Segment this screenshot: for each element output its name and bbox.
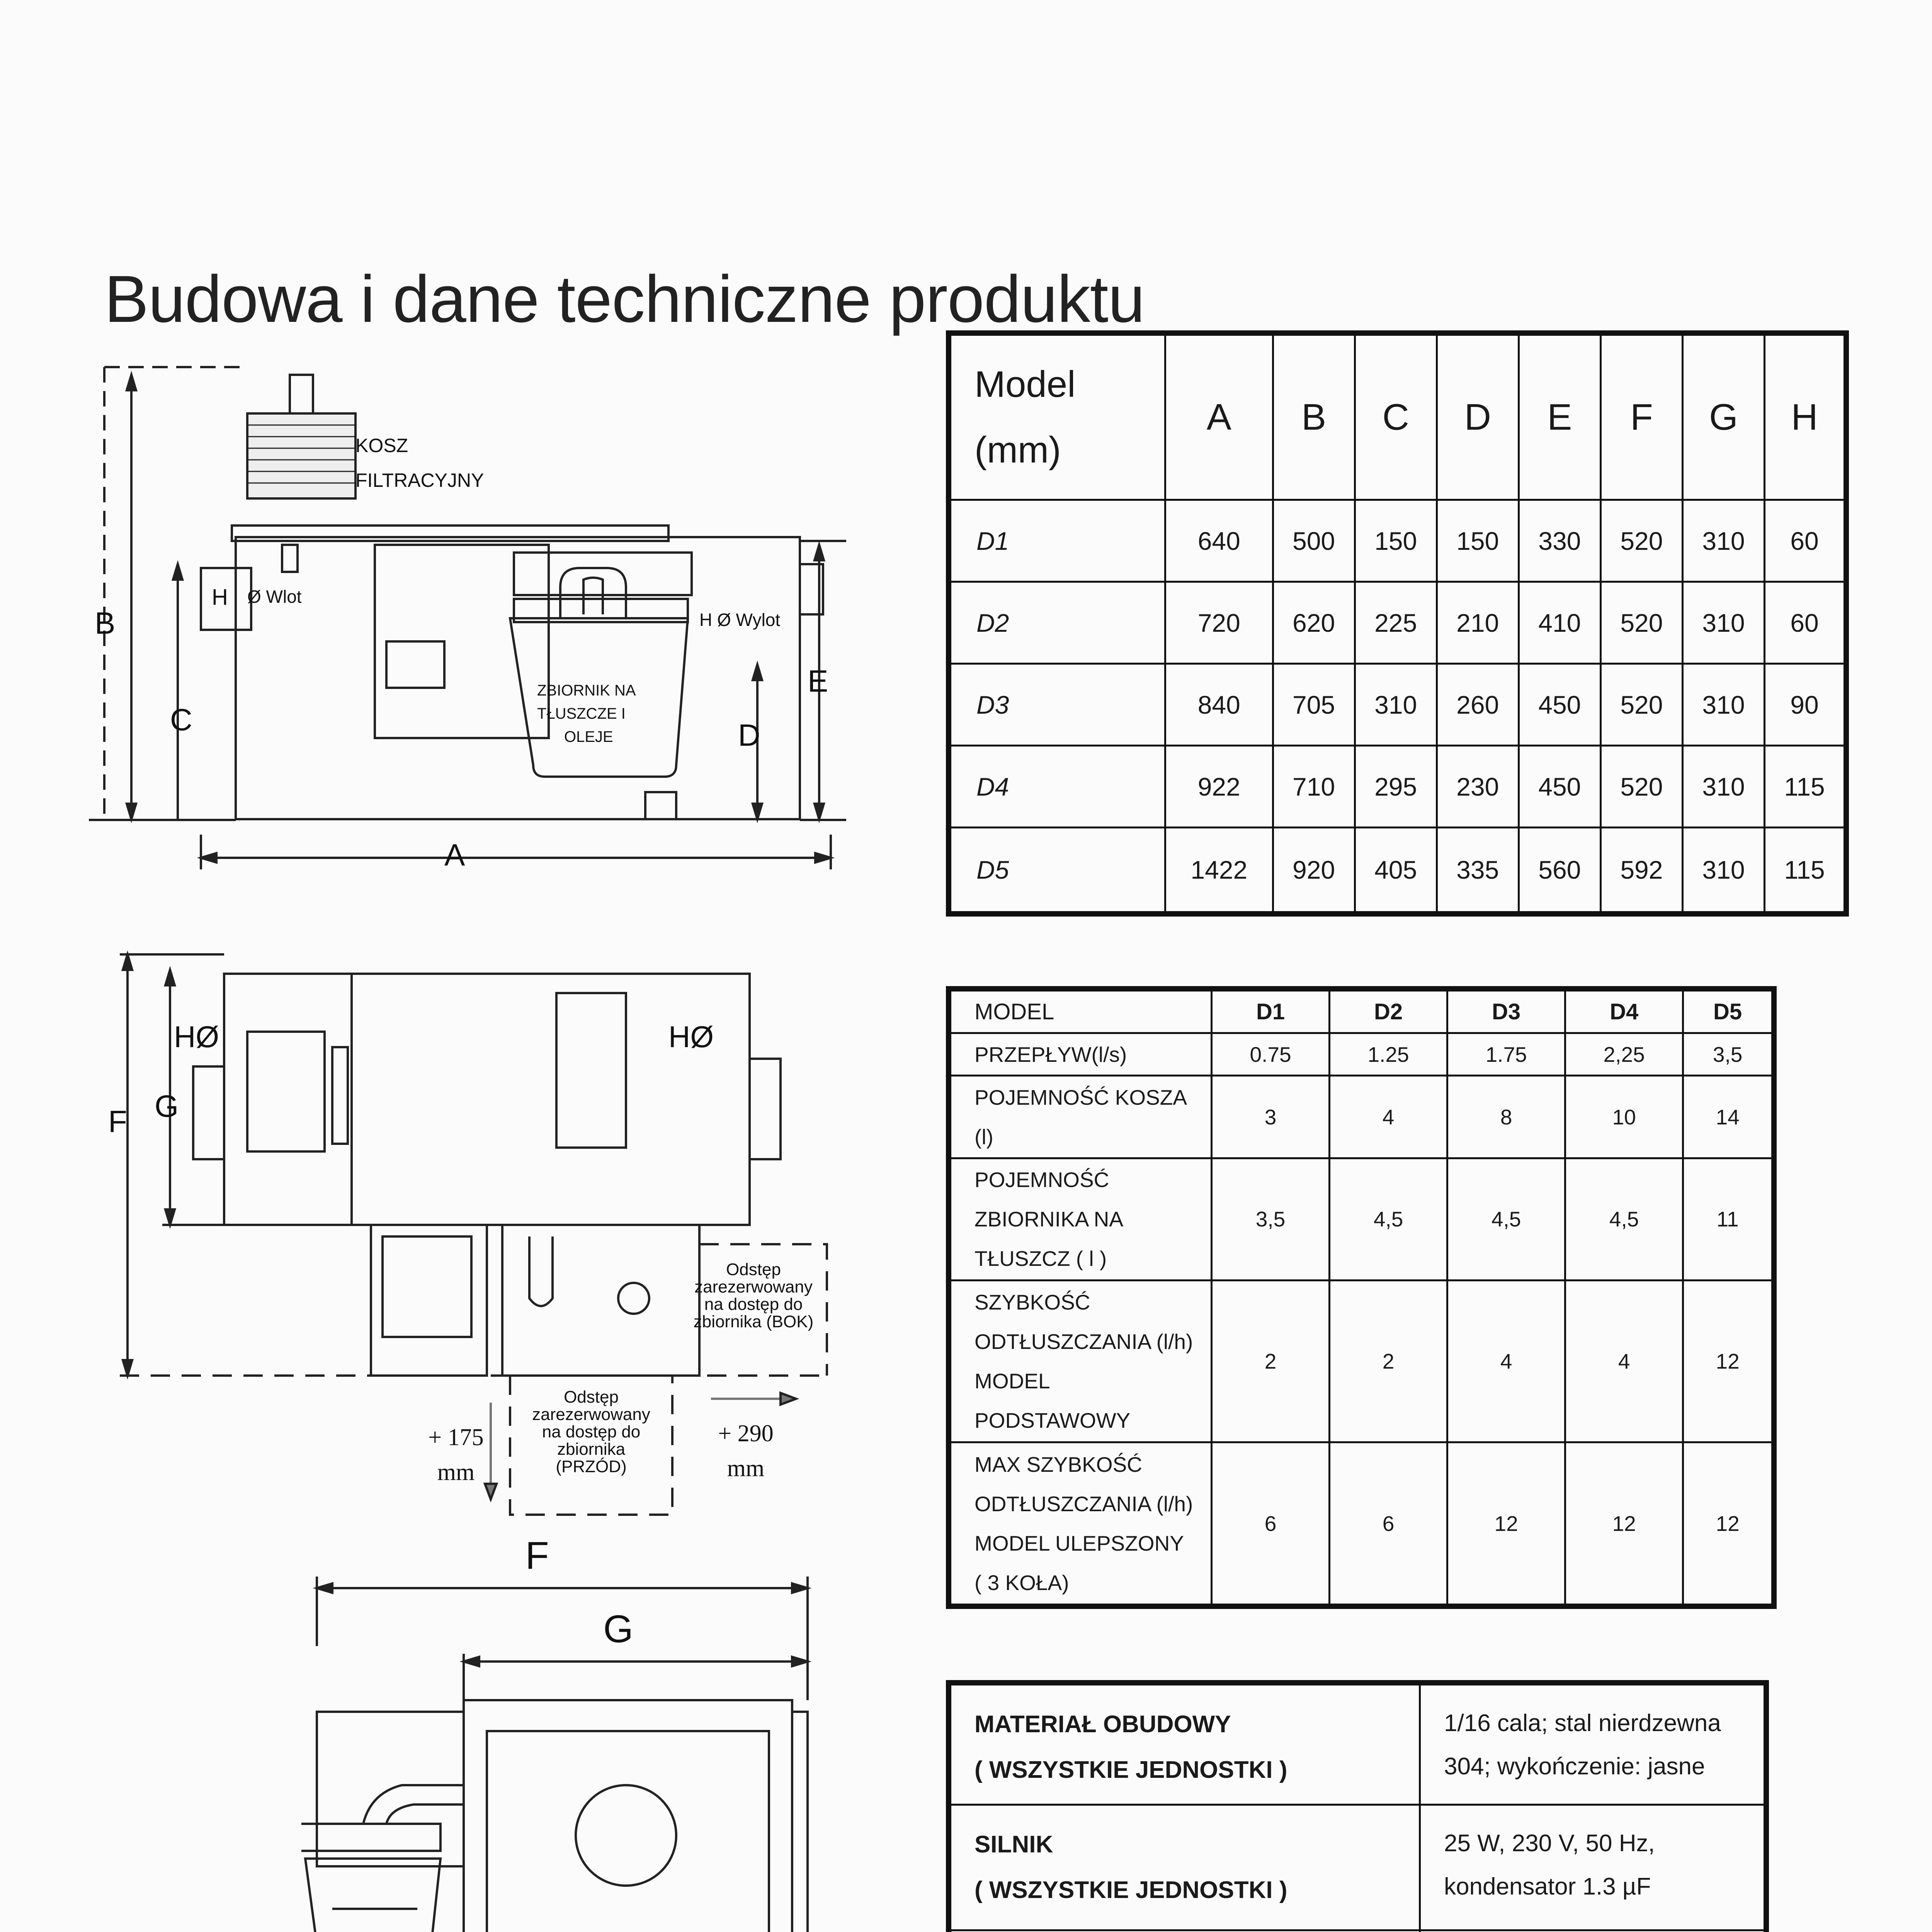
spec-key-line: SILNIK bbox=[975, 1831, 1053, 1858]
front-clearance-4: zbiornika bbox=[557, 1440, 626, 1459]
table-row bbox=[949, 1930, 1766, 1932]
table-cell: 520 bbox=[1600, 582, 1682, 664]
spec-value-line: 304; wykończenie: jasne bbox=[1444, 1753, 1705, 1780]
table-cell: 1.25 bbox=[1330, 1033, 1447, 1076]
table-cell: 12 bbox=[1447, 1442, 1565, 1606]
spec-table bbox=[946, 1680, 1769, 1932]
table-row bbox=[949, 746, 1846, 828]
table-cell: 260 bbox=[1437, 664, 1519, 746]
table-cell: 12 bbox=[1683, 1442, 1774, 1606]
model-name-cell: D1 bbox=[949, 500, 1165, 582]
table-cell: 620 bbox=[1273, 582, 1355, 664]
table-cell: 520 bbox=[1600, 500, 1682, 582]
model-header-cell bbox=[949, 333, 1165, 500]
top-view-drawing bbox=[93, 943, 866, 1600]
spec-key-line: MATERIAŁ OBUDOWY bbox=[975, 1711, 1231, 1738]
table-cell: 310 bbox=[1682, 746, 1764, 828]
dimension-table bbox=[946, 330, 1849, 917]
flow-table bbox=[946, 986, 1777, 1609]
column-header-c: C bbox=[1355, 333, 1437, 500]
table-cell: 115 bbox=[1765, 828, 1846, 914]
model-header-d3: D3 bbox=[1447, 989, 1565, 1033]
table-cell: 295 bbox=[1355, 746, 1437, 828]
dim-d-label: D bbox=[738, 718, 760, 752]
table-row bbox=[949, 1683, 1766, 1804]
table-cell: 2 bbox=[1212, 1281, 1330, 1442]
table-cell: 560 bbox=[1519, 828, 1600, 914]
model-header-d5: D5 bbox=[1683, 989, 1774, 1033]
row-label bbox=[949, 1033, 1212, 1076]
row-label-line: MODEL ULEPSZONY bbox=[975, 1531, 1184, 1555]
column-header-d: D bbox=[1437, 333, 1519, 500]
table-cell: 14 bbox=[1683, 1076, 1774, 1158]
table-cell: 520 bbox=[1600, 746, 1682, 828]
spec-key-line: ( WSZYSTKIE JEDNOSTKI ) bbox=[975, 1876, 1287, 1903]
table-row bbox=[949, 1158, 1774, 1280]
tank-label-3: OLEJE bbox=[564, 728, 613, 745]
column-header-g: G bbox=[1682, 333, 1764, 500]
table-cell: 2 bbox=[1330, 1281, 1447, 1442]
dim-c-label: C bbox=[170, 702, 192, 737]
table-row bbox=[949, 1076, 1774, 1158]
front-clearance-1: Odstęp bbox=[564, 1388, 619, 1406]
table-cell: 4 bbox=[1447, 1281, 1565, 1442]
dim-g-front-label: G bbox=[603, 1607, 633, 1651]
table-cell: 4,5 bbox=[1565, 1158, 1683, 1280]
table-cell: 150 bbox=[1437, 500, 1519, 582]
table-cell: 1.75 bbox=[1447, 1033, 1565, 1076]
front-clearance-2: zarezerwowany bbox=[532, 1405, 650, 1424]
side-clearance-1: Odstęp bbox=[726, 1260, 781, 1279]
row-label bbox=[949, 1158, 1212, 1280]
table-cell: 710 bbox=[1273, 746, 1355, 828]
h-phi-left-label: HØ bbox=[174, 1020, 219, 1054]
table-cell: 150 bbox=[1355, 500, 1437, 582]
front-offset-label: + 175 bbox=[428, 1424, 484, 1451]
side-elevation-svg bbox=[73, 348, 862, 896]
side-clearance-4: zbiornika (BOK) bbox=[693, 1312, 814, 1331]
model-name-cell: D3 bbox=[949, 664, 1165, 746]
column-header-h: H bbox=[1765, 333, 1846, 500]
table-cell: 0.75 bbox=[1212, 1033, 1330, 1076]
table-cell: 10 bbox=[1565, 1076, 1683, 1158]
tank-label-1: ZBIORNIK NA bbox=[537, 682, 636, 699]
table-cell: 8 bbox=[1447, 1076, 1565, 1158]
spec-value-line: 25 W, 230 V, 50 Hz, bbox=[1444, 1830, 1655, 1857]
table-cell: 330 bbox=[1519, 500, 1600, 582]
table-row bbox=[949, 582, 1846, 664]
dim-f-label: F bbox=[108, 1104, 127, 1139]
spec-value bbox=[1420, 1683, 1767, 1804]
kosz-label: KOSZ bbox=[355, 435, 408, 456]
table-row bbox=[949, 664, 1846, 746]
front-clearance-3: na dostęp do bbox=[542, 1422, 641, 1441]
table-cell: 592 bbox=[1600, 828, 1682, 914]
tank-label-2: TŁUSZCZE I bbox=[537, 705, 626, 722]
table-row bbox=[949, 500, 1846, 582]
row-label-line: POJEMNOŚĆ bbox=[975, 1168, 1109, 1192]
spec-key bbox=[949, 1930, 1420, 1932]
side-clearance-2: zarezerwowany bbox=[694, 1277, 813, 1296]
table-cell: 335 bbox=[1437, 828, 1519, 914]
row-label-line: MAX SZYBKOŚĆ bbox=[975, 1452, 1142, 1476]
table-row bbox=[949, 1033, 1774, 1076]
table-cell: 405 bbox=[1355, 828, 1437, 914]
h-phi-right-label: HØ bbox=[668, 1020, 714, 1054]
row-label bbox=[949, 1076, 1212, 1158]
row-label-line: POJEMNOŚĆ KOSZA (l) bbox=[975, 1085, 1186, 1149]
model-header-d1: D1 bbox=[1212, 989, 1330, 1033]
model-header: Model bbox=[975, 364, 1076, 405]
row-label-line: ZBIORNIKA NA bbox=[975, 1207, 1124, 1231]
front-offset-unit: mm bbox=[437, 1459, 475, 1485]
table-cell: 90 bbox=[1765, 664, 1846, 746]
model-name-cell: D4 bbox=[949, 746, 1165, 828]
front-view-drawing bbox=[301, 1577, 819, 1932]
front-clearance-5: (PRZÓD) bbox=[556, 1457, 627, 1476]
top-view-svg bbox=[93, 943, 866, 1600]
spec-key bbox=[949, 1683, 1420, 1804]
dim-a-label: A bbox=[444, 838, 465, 872]
spec-value-line: kondensator 1.3 µF bbox=[1444, 1873, 1651, 1900]
row-label-line: ODTŁUSZCZANIA (l/h) bbox=[975, 1330, 1193, 1354]
table-cell: 4 bbox=[1565, 1281, 1683, 1442]
model-label-cell: MODEL bbox=[949, 989, 1212, 1033]
row-label bbox=[949, 1281, 1212, 1442]
table-cell: 840 bbox=[1165, 664, 1273, 746]
table-cell: 115 bbox=[1765, 746, 1846, 828]
front-view-svg bbox=[301, 1577, 819, 1932]
table-cell: 705 bbox=[1273, 664, 1355, 746]
row-label-line: ODTŁUSZCZANIA (l/h) bbox=[975, 1492, 1193, 1516]
table-row bbox=[949, 1804, 1766, 1930]
side-elevation-drawing bbox=[73, 348, 862, 896]
table-cell: 720 bbox=[1165, 582, 1273, 664]
row-label-line: SZYBKOŚĆ bbox=[975, 1290, 1090, 1315]
dim-f-front-label: F bbox=[525, 1534, 549, 1577]
side-clearance-3: na dostęp do bbox=[704, 1295, 803, 1314]
table-cell: 3 bbox=[1212, 1076, 1330, 1158]
table-cell: 922 bbox=[1165, 746, 1273, 828]
column-header-a: A bbox=[1165, 333, 1273, 500]
table-row bbox=[949, 1442, 1774, 1606]
table-cell: 410 bbox=[1519, 582, 1600, 664]
side-offset-unit: mm bbox=[727, 1455, 765, 1481]
unit-header: (mm) bbox=[975, 429, 1061, 471]
spec-value-line: 1/16 cala; stal nierdzewna bbox=[1444, 1710, 1721, 1736]
dimension-table-header bbox=[949, 333, 1846, 500]
table-cell: 920 bbox=[1273, 828, 1355, 914]
table-cell: 6 bbox=[1330, 1442, 1447, 1606]
table-cell: 310 bbox=[1682, 828, 1764, 914]
row-label-line: PRZEPŁYW(l/s) bbox=[975, 1042, 1127, 1066]
model-name-cell: D5 bbox=[949, 828, 1165, 914]
column-header-e: E bbox=[1519, 333, 1600, 500]
table-cell: 60 bbox=[1765, 582, 1846, 664]
table-cell: 640 bbox=[1165, 500, 1273, 582]
table-cell: 3,5 bbox=[1212, 1158, 1330, 1280]
table-cell: 310 bbox=[1355, 664, 1437, 746]
table-cell: 500 bbox=[1273, 500, 1355, 582]
filtracyjny-label: FILTRACYJNY bbox=[355, 469, 484, 491]
flow-table-header bbox=[949, 989, 1774, 1033]
table-cell: 12 bbox=[1565, 1442, 1683, 1606]
table-cell: 225 bbox=[1355, 582, 1437, 664]
row-label bbox=[949, 1442, 1212, 1606]
column-header-b: B bbox=[1273, 333, 1355, 500]
spec-value bbox=[1420, 1930, 1767, 1932]
table-cell: 1422 bbox=[1165, 828, 1273, 914]
table-row bbox=[949, 1281, 1774, 1442]
table-cell: 520 bbox=[1600, 664, 1682, 746]
spec-key bbox=[949, 1804, 1420, 1930]
table-cell: 11 bbox=[1683, 1158, 1774, 1280]
dim-g-label: G bbox=[155, 1089, 179, 1123]
table-cell: 6 bbox=[1212, 1442, 1330, 1606]
table-cell: 310 bbox=[1682, 582, 1764, 664]
spec-value bbox=[1420, 1804, 1767, 1930]
table-cell: 310 bbox=[1682, 500, 1764, 582]
dim-e-label: E bbox=[808, 664, 828, 698]
row-label-line: TŁUSZCZ ( l ) bbox=[975, 1247, 1107, 1271]
model-name-cell: D2 bbox=[949, 582, 1165, 664]
table-cell: 450 bbox=[1519, 746, 1600, 828]
side-offset-label: + 290 bbox=[718, 1420, 774, 1447]
wlot-label: Ø Wlot bbox=[247, 587, 302, 607]
table-cell: 2,25 bbox=[1565, 1033, 1683, 1076]
table-cell: 4,5 bbox=[1447, 1158, 1565, 1280]
table-cell: 210 bbox=[1437, 582, 1519, 664]
page-title: Budowa i dane techniczne produktu bbox=[104, 262, 1145, 337]
table-cell: 12 bbox=[1683, 1281, 1774, 1442]
table-cell: 4,5 bbox=[1330, 1158, 1447, 1280]
table-cell: 60 bbox=[1765, 500, 1846, 582]
table-cell: 3,5 bbox=[1683, 1033, 1774, 1076]
table-row bbox=[949, 828, 1846, 914]
table-cell: 310 bbox=[1682, 664, 1764, 746]
row-label-line: ( 3 KOŁA) bbox=[975, 1570, 1069, 1595]
model-header-d2: D2 bbox=[1330, 989, 1447, 1033]
spec-key-line: ( WSZYSTKIE JEDNOSTKI ) bbox=[975, 1757, 1287, 1783]
table-cell: 450 bbox=[1519, 664, 1600, 746]
table-cell: 230 bbox=[1437, 746, 1519, 828]
model-header-d4: D4 bbox=[1565, 989, 1683, 1033]
wylot-label: H Ø Wylot bbox=[699, 610, 781, 630]
h-label: H bbox=[212, 585, 228, 610]
dim-b-label: B bbox=[95, 606, 116, 640]
column-header-f: F bbox=[1600, 333, 1682, 500]
table-cell: 4 bbox=[1330, 1076, 1447, 1158]
row-label-line: MODEL PODSTAWOWY bbox=[975, 1369, 1131, 1433]
